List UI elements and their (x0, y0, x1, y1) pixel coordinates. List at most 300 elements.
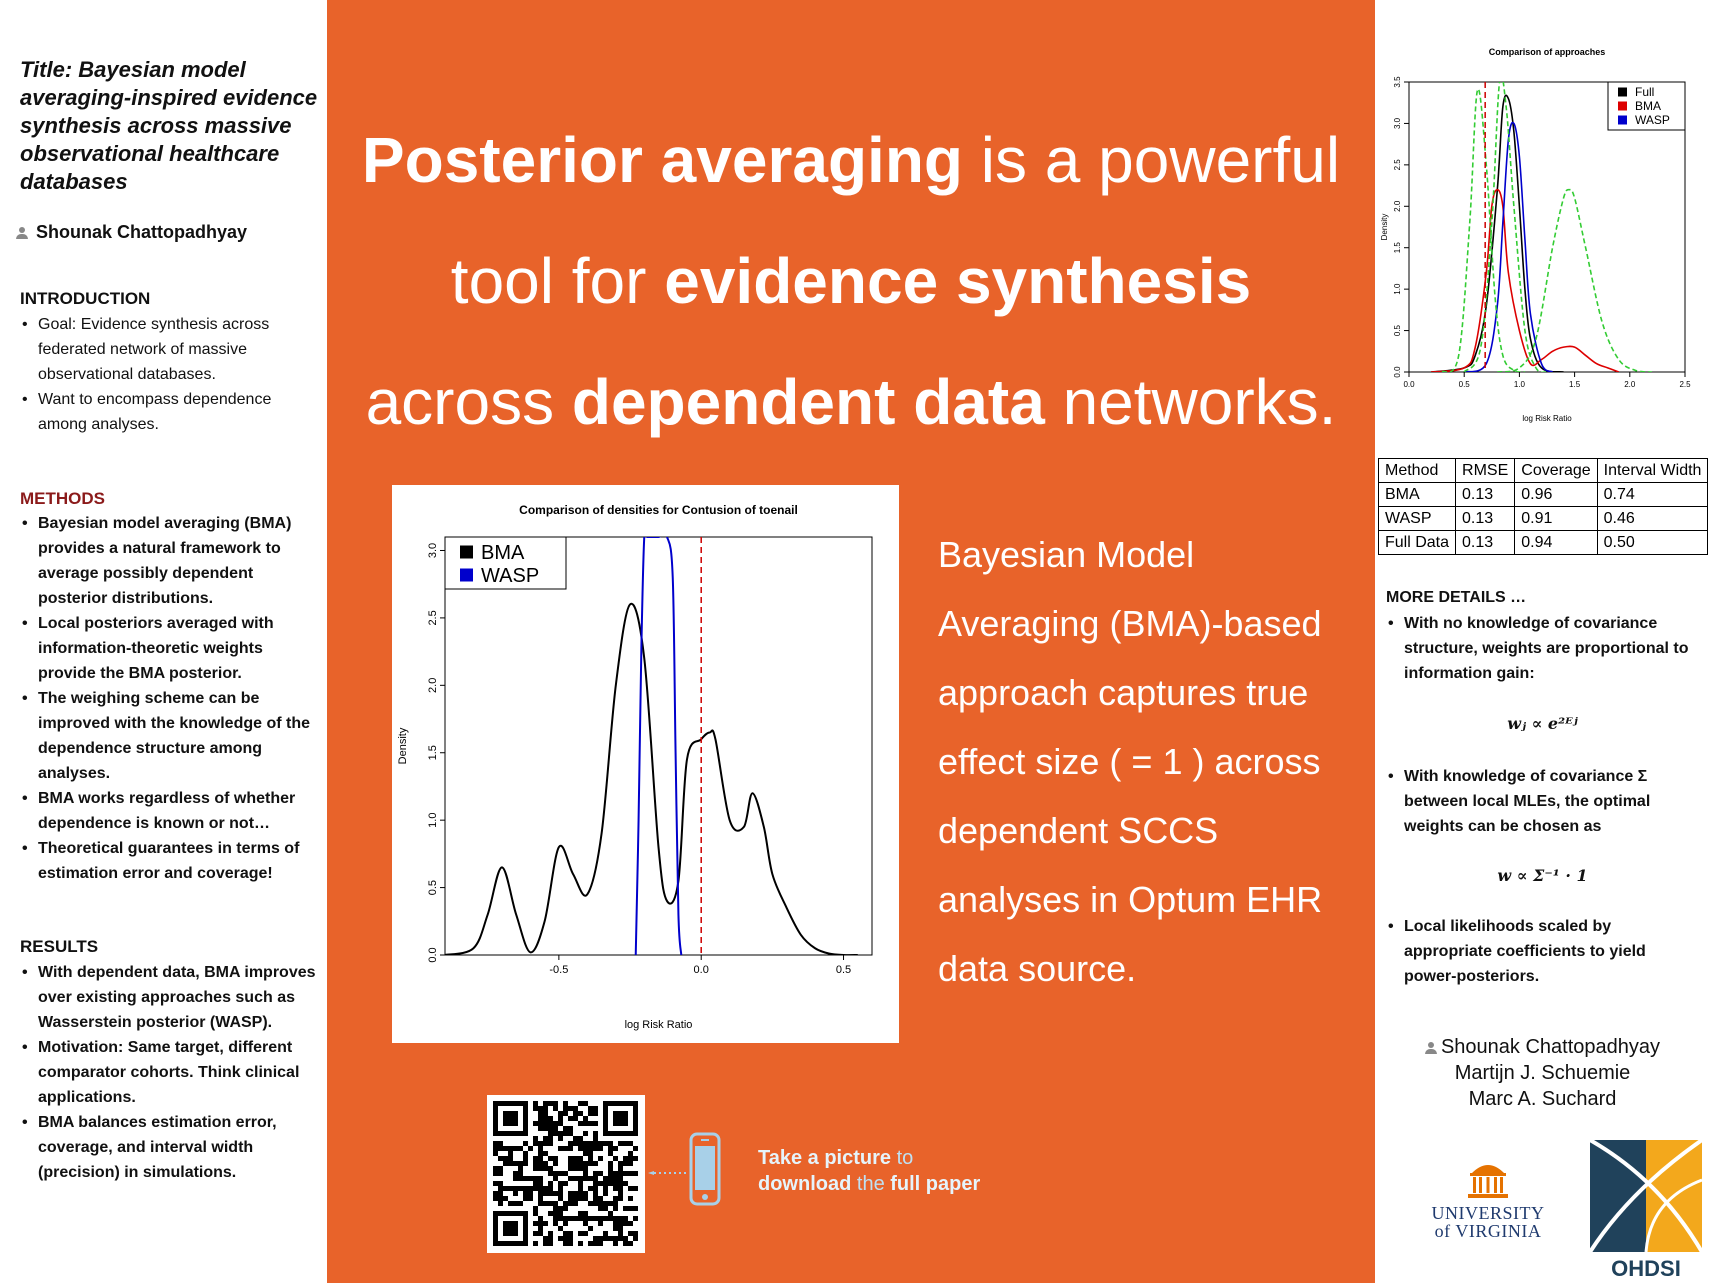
qr-module (628, 1151, 633, 1156)
qr-module (553, 1211, 558, 1216)
qr-module (598, 1206, 603, 1211)
legend-swatch (460, 546, 473, 559)
qr-module (618, 1171, 623, 1176)
qr-module (508, 1201, 513, 1206)
legend-label: WASP (481, 565, 540, 587)
qr-module (563, 1206, 568, 1211)
qr-module (633, 1171, 638, 1176)
qr-module (503, 1156, 508, 1161)
qr-module (588, 1201, 593, 1206)
list-item: • Bayesian model averaging (BMA) provides a natural framework to average possibly dependent posterior distributions. (20, 511, 316, 611)
qr-module (568, 1126, 573, 1131)
qr-finder (613, 1111, 628, 1126)
qr-module (598, 1241, 603, 1246)
qr-module (603, 1186, 608, 1191)
person-icon (1425, 1042, 1437, 1054)
qr-module (588, 1186, 593, 1191)
dotted-arrow-icon (648, 1171, 688, 1175)
qr-module (553, 1191, 558, 1196)
qr-code-graphic (487, 1095, 645, 1253)
column-header: RMSE (1456, 459, 1515, 483)
qr-module (613, 1226, 618, 1231)
qr-module (583, 1101, 588, 1106)
qr-module (628, 1206, 633, 1211)
qr-module (543, 1161, 548, 1166)
qr-module (558, 1181, 563, 1186)
qr-module (583, 1166, 588, 1171)
qr-module (533, 1221, 538, 1226)
qr-module (548, 1101, 553, 1106)
x-tick-label: 1.0 (1513, 380, 1525, 389)
qr-module (538, 1231, 543, 1236)
qr-module (498, 1166, 503, 1171)
table-header-row (1379, 459, 1708, 483)
qr-module (558, 1186, 563, 1191)
qr-module (618, 1166, 623, 1171)
qr-module (603, 1236, 608, 1241)
table-cell: 0.46 (1597, 507, 1708, 531)
qr-module (548, 1136, 553, 1141)
qr-module (533, 1186, 538, 1191)
qr-module (628, 1156, 633, 1161)
comparison-table (1378, 458, 1708, 555)
qr-module (563, 1221, 568, 1226)
qr-module (613, 1156, 618, 1161)
qr-module (603, 1201, 608, 1206)
qr-module (593, 1196, 598, 1201)
qr-module (623, 1156, 628, 1161)
qr-module (538, 1201, 543, 1206)
x-tick-label: 0.5 (1458, 380, 1470, 389)
qr-module (498, 1181, 503, 1186)
qr-module (503, 1196, 508, 1201)
qr-module (523, 1191, 528, 1196)
qr-module (603, 1216, 608, 1221)
qr-code[interactable] (487, 1095, 645, 1253)
qr-module (533, 1241, 538, 1246)
qr-module (558, 1226, 563, 1231)
qr-module (628, 1186, 633, 1191)
uva-logo (1428, 1155, 1548, 1240)
legend-swatch (1618, 116, 1627, 125)
qr-module (618, 1176, 623, 1181)
series-line (1431, 95, 1563, 372)
qr-module (533, 1161, 538, 1166)
qr-module (558, 1206, 563, 1211)
qr-module (618, 1191, 623, 1196)
qr-module (498, 1191, 503, 1196)
qr-module (548, 1241, 553, 1246)
qr-module (593, 1106, 598, 1111)
table-cell: Full Data (1379, 531, 1456, 555)
qr-module (523, 1156, 528, 1161)
qr-module (608, 1146, 613, 1151)
qr-module (498, 1146, 503, 1151)
qr-module (603, 1176, 608, 1181)
qr-module (588, 1151, 593, 1156)
density-chart-panel (392, 485, 899, 1043)
qr-module (548, 1156, 553, 1161)
qr-module (578, 1166, 583, 1171)
qr-module (498, 1201, 503, 1206)
more-details-heading: MORE DETAILS … (1386, 589, 1527, 606)
qr-module (563, 1126, 568, 1131)
qr-module (593, 1236, 598, 1241)
qr-module (573, 1136, 578, 1141)
details-bullet: • With no knowledge of covariance structure, weights are proportional to information gain: (1386, 611, 1702, 686)
qr-module (518, 1201, 523, 1206)
qr-module (628, 1196, 633, 1201)
qr-module (618, 1226, 623, 1231)
qr-module (548, 1236, 553, 1241)
qr-module (533, 1106, 538, 1111)
qr-module (628, 1161, 633, 1166)
qr-module (623, 1206, 628, 1211)
qr-module (533, 1181, 538, 1186)
qr-module (543, 1136, 548, 1141)
qr-module (608, 1161, 613, 1166)
qr-module (583, 1221, 588, 1226)
qr-module (628, 1231, 633, 1236)
qr-module (603, 1231, 608, 1236)
qr-module (573, 1166, 578, 1171)
qr-module (573, 1216, 578, 1221)
qr-module (598, 1171, 603, 1176)
y-tick-label: 2.5 (427, 610, 439, 626)
qr-module (533, 1141, 538, 1146)
qr-module (533, 1121, 538, 1126)
qr-module (613, 1241, 618, 1246)
qr-finder (503, 1221, 518, 1236)
qr-module (613, 1216, 618, 1221)
qr-module (593, 1176, 598, 1181)
table-row (1379, 507, 1708, 531)
results-heading: RESULTS (20, 937, 99, 956)
qr-module (508, 1186, 513, 1191)
qr-module (563, 1201, 568, 1206)
qr-module (553, 1176, 558, 1181)
qr-module (583, 1121, 588, 1126)
approaches-chart (1381, 40, 1701, 432)
qr-module (558, 1216, 563, 1221)
qr-module (538, 1226, 543, 1231)
qr-module (608, 1176, 613, 1181)
qr-module (553, 1216, 558, 1221)
ohdsi-logo-text: OHDSI (1611, 1256, 1681, 1281)
qr-module (623, 1241, 628, 1246)
qr-module (583, 1131, 588, 1136)
qr-module (588, 1106, 593, 1111)
qr-module (538, 1156, 543, 1161)
author-name: Shounak Chattopadhyay (36, 222, 248, 242)
qr-module (623, 1181, 628, 1186)
column-header: Coverage (1515, 459, 1597, 483)
qr-module (563, 1131, 568, 1136)
qr-module (578, 1146, 583, 1151)
qr-module (553, 1121, 558, 1126)
list-item: • With dependent data, BMA improves over existing approaches such as Wasserstein posterior (WASP). (20, 960, 316, 1035)
table-cell: WASP (1379, 507, 1456, 531)
qr-module (513, 1171, 518, 1176)
density-chart (392, 485, 899, 1043)
qr-module (623, 1161, 628, 1166)
qr-module (593, 1171, 598, 1176)
headline-line-2: tool for evidence synthesis (450, 245, 1252, 317)
qr-module (578, 1216, 583, 1221)
qr-module (618, 1231, 623, 1236)
qr-module (493, 1181, 498, 1186)
qr-module (558, 1196, 563, 1201)
series-line (1464, 75, 1547, 372)
qr-module (568, 1146, 573, 1151)
qr-module (573, 1111, 578, 1116)
qr-module (618, 1141, 623, 1146)
qr-module (578, 1231, 583, 1236)
qr-module (603, 1181, 608, 1186)
qr-module (548, 1186, 553, 1191)
qr-module (563, 1101, 568, 1106)
qr-module (538, 1216, 543, 1221)
qr-module (593, 1121, 598, 1126)
qr-module (548, 1231, 553, 1236)
qr-module (623, 1216, 628, 1221)
qr-module (573, 1141, 578, 1146)
qr-module (538, 1121, 543, 1126)
qr-module (578, 1141, 583, 1146)
qr-module (538, 1106, 543, 1111)
legend-swatch (1618, 88, 1627, 97)
qr-module (598, 1196, 603, 1201)
qr-module (538, 1161, 543, 1166)
qr-module (578, 1191, 583, 1196)
qr-module (583, 1231, 588, 1236)
qr-module (558, 1121, 563, 1126)
qr-module (618, 1196, 623, 1201)
list-item: • Motivation: Same target, different comparator cohorts. Think clinical applications. (20, 1035, 316, 1110)
qr-module (548, 1131, 553, 1136)
author-name: Martijn J. Schuemie (1454, 1062, 1631, 1084)
qr-module (578, 1211, 583, 1216)
qr-module (633, 1146, 638, 1151)
qr-module (623, 1141, 628, 1146)
qr-module (523, 1161, 528, 1166)
qr-module (563, 1146, 568, 1151)
qr-module (583, 1151, 588, 1156)
legend-label: Full (1635, 85, 1655, 100)
qr-module (628, 1241, 633, 1246)
qr-module (578, 1196, 583, 1201)
qr-module (553, 1106, 558, 1111)
qr-module (613, 1236, 618, 1241)
left-column (0, 0, 327, 1283)
qr-module (533, 1206, 538, 1211)
x-tick-label: 0.5 (835, 964, 852, 976)
table-cell: 0.13 (1456, 507, 1515, 531)
qr-module (608, 1211, 613, 1216)
qr-module (588, 1161, 593, 1166)
qr-module (518, 1171, 523, 1176)
qr-module (588, 1121, 593, 1126)
qr-module (568, 1236, 573, 1241)
qr-module (618, 1221, 623, 1226)
qr-module (538, 1166, 543, 1171)
qr-module (543, 1166, 548, 1171)
qr-module (493, 1196, 498, 1201)
qr-module (553, 1101, 558, 1106)
qr-module (573, 1116, 578, 1121)
qr-module (608, 1201, 613, 1206)
list-item: • BMA works regardless of whether dependence is known or not… (20, 786, 316, 836)
y-tick-label: 3.0 (1393, 117, 1402, 129)
legend-swatch (460, 569, 473, 582)
qr-module (633, 1186, 638, 1191)
x-tick-label: -0.5 (549, 964, 569, 976)
qr-module (538, 1126, 543, 1131)
qr-module (583, 1211, 588, 1216)
qr-module (538, 1191, 543, 1196)
qr-module (618, 1216, 623, 1221)
legend-label: BMA (1635, 99, 1662, 114)
qr-module (588, 1156, 593, 1161)
qr-module (608, 1151, 613, 1156)
x-tick-label: 0.0 (693, 964, 709, 976)
qr-module (573, 1106, 578, 1111)
qr-module (563, 1111, 568, 1116)
qr-module (618, 1236, 623, 1241)
qr-module (593, 1136, 598, 1141)
qr-module (553, 1161, 558, 1166)
x-tick-label: 1.5 (1569, 380, 1581, 389)
qr-module (623, 1171, 628, 1176)
qr-finder (503, 1111, 518, 1126)
qr-module (533, 1231, 538, 1236)
qr-module (553, 1206, 558, 1211)
qr-module (498, 1171, 503, 1176)
table-cell: 0.94 (1515, 531, 1597, 555)
qr-module (548, 1201, 553, 1206)
chart-title: Comparison of densities for Contusion of toenail (519, 503, 798, 517)
qr-module (583, 1141, 588, 1146)
y-tick-label: 1.5 (427, 745, 439, 761)
plot-frame (445, 537, 872, 955)
y-tick-label: 2.5 (1393, 159, 1402, 171)
list-item: • The weighing scheme can be improved with the knowledge of the dependence structure among analyses. (20, 686, 316, 786)
qr-module (583, 1216, 588, 1221)
qr-module (538, 1176, 543, 1181)
qr-module (628, 1171, 633, 1176)
phone-icon (690, 1133, 720, 1205)
qr-module (563, 1241, 568, 1246)
y-tick-label: 0.5 (427, 879, 439, 896)
qr-module (578, 1101, 583, 1106)
qr-module (563, 1216, 568, 1221)
qr-module (533, 1176, 538, 1181)
qr-module (538, 1116, 543, 1121)
list-item: • BMA balances estimation error, coverage, and interval width (precision) in simulations. (20, 1110, 316, 1185)
qr-module (598, 1181, 603, 1186)
qr-module (548, 1141, 553, 1146)
qr-module (508, 1151, 513, 1156)
qr-module (578, 1161, 583, 1166)
qr-module (588, 1141, 593, 1146)
qr-module (603, 1141, 608, 1146)
qr-module (568, 1201, 573, 1206)
table-cell: 0.96 (1515, 483, 1597, 507)
qr-module (548, 1171, 553, 1176)
qr-module (573, 1161, 578, 1166)
qr-module (593, 1131, 598, 1136)
qr-module (568, 1196, 573, 1201)
list-item: • Goal: Evidence synthesis across federated network of massive observational databases. (20, 312, 316, 387)
download-call-to-action: Take a picture to download the full paper (758, 1147, 981, 1195)
qr-module (588, 1176, 593, 1181)
rotunda-icon (1468, 1155, 1508, 1199)
qr-module (633, 1231, 638, 1236)
qr-module (503, 1161, 508, 1166)
qr-module (573, 1196, 578, 1201)
qr-module (543, 1151, 548, 1156)
x-tick-label: 2.0 (1624, 380, 1636, 389)
qr-module (558, 1131, 563, 1136)
qr-module (593, 1181, 598, 1186)
qr-module (598, 1236, 603, 1241)
qr-module (538, 1141, 543, 1146)
qr-module (593, 1201, 598, 1206)
x-axis-label: log Risk Ratio (1522, 414, 1572, 423)
qr-module (523, 1151, 528, 1156)
qr-module (503, 1146, 508, 1151)
introduction-heading: INTRODUCTION (20, 289, 151, 308)
qr-module (513, 1191, 518, 1196)
qr-module (608, 1181, 613, 1186)
table-row (1379, 531, 1708, 555)
qr-module (528, 1196, 533, 1201)
qr-module (533, 1156, 538, 1161)
qr-module (553, 1201, 558, 1206)
headline-line-3: across dependent data networks. (365, 366, 1337, 438)
qr-module (563, 1171, 568, 1176)
qr-module (548, 1191, 553, 1196)
qr-module (538, 1186, 543, 1191)
series-line (636, 529, 682, 955)
qr-module (533, 1211, 538, 1216)
qr-module (558, 1171, 563, 1176)
qr-module (543, 1221, 548, 1226)
qr-module (538, 1151, 543, 1156)
qr-module (543, 1201, 548, 1206)
qr-module (528, 1191, 533, 1196)
qr-module (558, 1191, 563, 1196)
qr-module (543, 1191, 548, 1196)
qr-module (588, 1216, 593, 1221)
qr-module (578, 1176, 583, 1181)
qr-module (578, 1181, 583, 1186)
table-cell: 0.13 (1456, 483, 1515, 507)
qr-module (543, 1186, 548, 1191)
y-tick-label: 1.0 (427, 812, 439, 828)
qr-module (613, 1221, 618, 1226)
details-bullet: • Local likelihoods scaled by appropriate coefficients to yield power-posteriors. (1386, 914, 1702, 989)
qr-module (493, 1191, 498, 1196)
qr-module (548, 1181, 553, 1186)
qr-module (608, 1141, 613, 1146)
results-list (20, 960, 316, 1185)
legend-label: WASP (1635, 113, 1670, 128)
qr-module (563, 1106, 568, 1111)
qr-module (563, 1236, 568, 1241)
qr-module (578, 1136, 583, 1141)
qr-module (608, 1216, 613, 1221)
